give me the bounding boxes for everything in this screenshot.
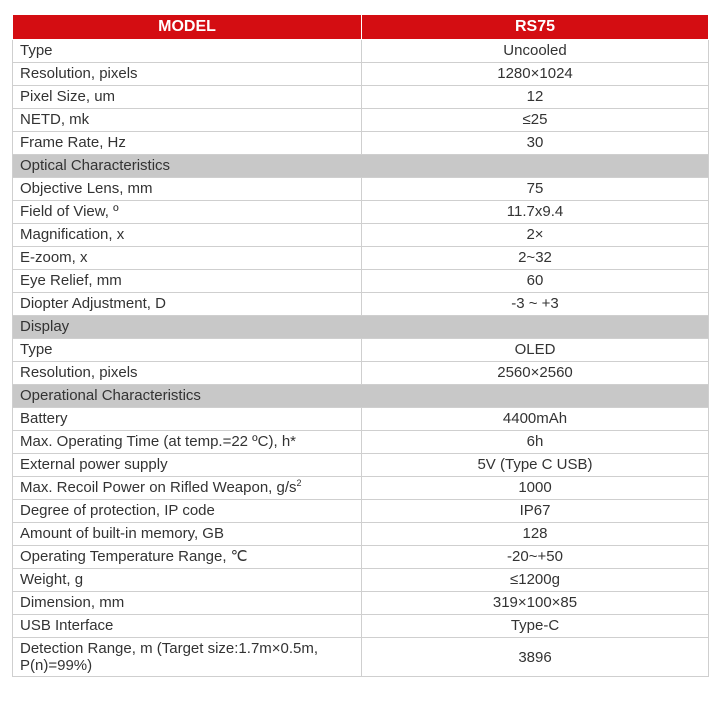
spec-label-text: Operating Temperature Range, ℃ <box>20 548 248 565</box>
spec-row <box>13 408 709 431</box>
spec-value: 12 <box>362 86 709 109</box>
spec-value: 4400mAh <box>362 408 709 431</box>
spec-label <box>13 339 362 362</box>
spec-value: Type-C <box>362 615 709 638</box>
spec-table <box>12 14 709 677</box>
spec-label-text: Battery <box>20 410 68 427</box>
spec-value: 2× <box>362 224 709 247</box>
spec-label-text: Dimension, mm <box>20 594 125 611</box>
model-header-value: RS75 <box>362 15 709 40</box>
spec-row <box>13 109 709 132</box>
spec-row <box>13 454 709 477</box>
spec-label <box>13 63 362 86</box>
spec-label <box>13 523 362 546</box>
spec-value: Uncooled <box>362 40 709 63</box>
spec-label <box>13 638 362 677</box>
spec-row <box>13 86 709 109</box>
spec-label-text: Weight, g <box>20 571 84 588</box>
spec-label-superscript: 2 <box>296 478 302 488</box>
spec-value: -20~+50 <box>362 546 709 569</box>
spec-label-text: Amount of built-in memory, GB <box>20 525 224 542</box>
spec-label <box>13 408 362 431</box>
spec-label <box>13 293 362 316</box>
spec-row <box>13 638 709 677</box>
spec-label <box>13 592 362 615</box>
spec-label <box>13 546 362 569</box>
spec-label-text: Magnification, x <box>20 226 125 243</box>
spec-label-text: Eye Relief, mm <box>20 272 122 289</box>
spec-label <box>13 40 362 63</box>
section-title: Operational Characteristics <box>13 385 709 408</box>
spec-row <box>13 178 709 201</box>
spec-label-text: Detection Range, m (Target size:1.7m×0.5m, P(n)=99%) <box>20 640 319 674</box>
spec-row <box>13 615 709 638</box>
spec-row <box>13 247 709 270</box>
spec-label-text: Diopter Adjustment, D <box>20 295 166 312</box>
spec-value: 30 <box>362 132 709 155</box>
spec-value: ≤1200g <box>362 569 709 592</box>
spec-row <box>13 546 709 569</box>
spec-row <box>13 201 709 224</box>
spec-row <box>13 431 709 454</box>
spec-row <box>13 339 709 362</box>
spec-table-container <box>12 14 709 677</box>
spec-label-text: USB Interface <box>20 617 114 634</box>
spec-row <box>13 500 709 523</box>
spec-label-text: Objective Lens, mm <box>20 180 153 197</box>
spec-label <box>13 500 362 523</box>
spec-label <box>13 431 362 454</box>
spec-label-text: Resolution, pixels <box>20 364 138 381</box>
section-header-row <box>13 316 709 339</box>
spec-label <box>13 224 362 247</box>
section-header-row <box>13 385 709 408</box>
spec-label <box>13 201 362 224</box>
spec-label <box>13 132 362 155</box>
spec-label-text: Field of View, º <box>20 203 119 220</box>
spec-label <box>13 109 362 132</box>
spec-value: OLED <box>362 339 709 362</box>
spec-label <box>13 569 362 592</box>
spec-value: 1000 <box>362 477 709 500</box>
spec-label <box>13 615 362 638</box>
spec-label-text: Max. Operating Time (at temp.=22 ºC), h* <box>20 433 297 450</box>
spec-row <box>13 270 709 293</box>
spec-table-body <box>13 40 709 677</box>
section-header-row <box>13 155 709 178</box>
spec-value: 1280×1024 <box>362 63 709 86</box>
spec-label-text: Max. Recoil Power on Rifled Weapon, g/s <box>20 479 297 496</box>
spec-label <box>13 454 362 477</box>
spec-value: -3 ~ +3 <box>362 293 709 316</box>
spec-label-text: Type <box>20 341 53 358</box>
spec-value: 128 <box>362 523 709 546</box>
spec-label-text: External power supply <box>20 456 168 473</box>
spec-row <box>13 293 709 316</box>
spec-value: 6h <box>362 431 709 454</box>
spec-label-text: NETD, mk <box>20 111 90 128</box>
spec-row <box>13 362 709 385</box>
spec-value: 5V (Type C USB) <box>362 454 709 477</box>
spec-row <box>13 477 709 500</box>
table-header-row <box>13 15 709 40</box>
spec-label-text: E-zoom, x <box>20 249 88 266</box>
spec-label-text: Degree of protection, IP code <box>20 502 215 519</box>
spec-row <box>13 569 709 592</box>
section-title: Optical Characteristics <box>13 155 709 178</box>
spec-row <box>13 40 709 63</box>
spec-row <box>13 523 709 546</box>
spec-label <box>13 247 362 270</box>
spec-value: 3896 <box>362 638 709 677</box>
spec-value: 319×100×85 <box>362 592 709 615</box>
model-header-label: MODEL <box>13 15 362 40</box>
spec-value: 2560×2560 <box>362 362 709 385</box>
spec-label <box>13 178 362 201</box>
spec-label-text: Pixel Size, um <box>20 88 116 105</box>
spec-label <box>13 270 362 293</box>
spec-value: IP67 <box>362 500 709 523</box>
spec-value: 2~32 <box>362 247 709 270</box>
section-title: Display <box>13 316 709 339</box>
spec-value: 60 <box>362 270 709 293</box>
spec-row <box>13 63 709 86</box>
spec-row <box>13 224 709 247</box>
spec-label-text: Resolution, pixels <box>20 65 138 82</box>
spec-label <box>13 477 362 500</box>
spec-value: 11.7x9.4 <box>362 201 709 224</box>
spec-label <box>13 362 362 385</box>
spec-row <box>13 592 709 615</box>
spec-row <box>13 132 709 155</box>
spec-value: 75 <box>362 178 709 201</box>
spec-label-text: Frame Rate, Hz <box>20 134 126 151</box>
spec-label <box>13 86 362 109</box>
spec-label-text: Type <box>20 42 53 59</box>
spec-value: ≤25 <box>362 109 709 132</box>
